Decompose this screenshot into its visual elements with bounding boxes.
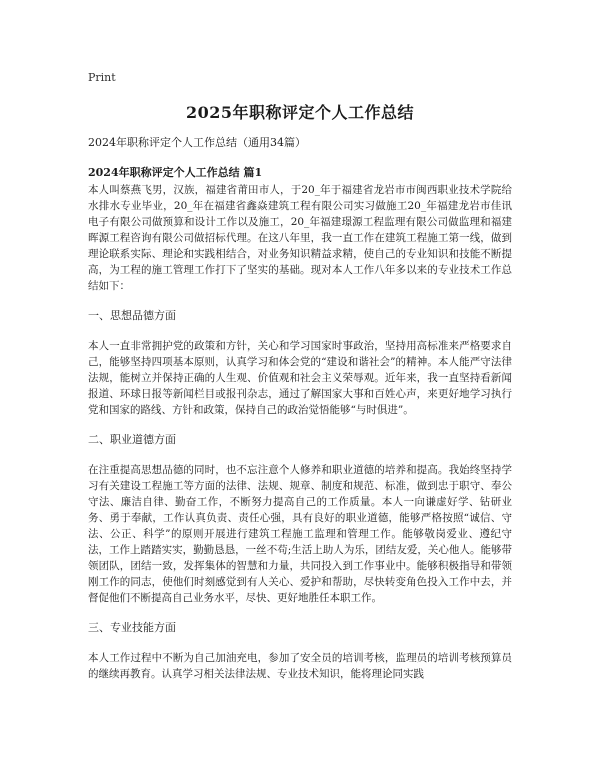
paragraph-ethics: 在注重提高思想品德的同时，也不忘注意个人修养和职业道德的培养和提高。我始终坚持学习有关建设工程施工等方面的法律、法规、规章、制度和规范、标准，做到忠于职守、奉公守法、廉洁自律、勤奋工作，不断努力提高自己的工作质量。本人一向谦虚好学、钻研业务、勇于奉献，工作认真负责、责任心强，具有良好的职业道德，能够严格按照“诚信、守法、公正、科学”的原则开展进行建筑工程施工监理和管理工作。能够敬岗爱业、遵纪守法，工作上踏踏实实，勤勤恳恳，一丝不苟;生活上助人为乐，团结友爱，关心他人。能够带领团队，团结一致，发挥集体的智慧和力量，共同投入到工作事业中。能够积极指导和带领刚工作的同志，使他们时刻感觉到有人关心、爱护和帮助，尽快转变角色投入工作中去，并督促他们不断提高自己业务水平，尽快、更好地胜任本职工作。 (88, 464, 512, 604)
page-title: 2025年职称评定个人工作总结 (185, 103, 415, 122)
paragraph-skills: 本人工作过程中不断为自己加油充电，参加了安全员的培训考核，监理员的培训考核预算员的继续再教育。认真学习相关法律法规、专业技术知识，能将理论同实践 (88, 652, 512, 680)
section-title: 2024年职称评定个人工作总结 篇1 (88, 166, 263, 179)
doc-subtitle: 2024年职称评定个人工作总结（通用34篇） (88, 136, 306, 149)
heading-ethics: 二、职业道德方面 (88, 433, 176, 446)
paragraph-intro: 本人叫蔡燕飞男，汉族，福建省莆田市人，于20_年于福建省龙岩市市闽西职业技术学院给水排水专业毕业，20_年在福建省鑫焱建筑工程有限公司实习做施工20_年福建龙岩市佳讯电子有限公司做预算和设计工作以及施工，20_年福建璟源工程监理有限公司做监理和福建晖源工程咨询有限公司做招标代理。在这八年里，我一直工作在建筑工程施工第一线，做到理论联系实际、理论和实践相结合，对业务知识精益求精，使自己的专业知识和技能不断提高，为工程的施工管理工作打下了坚实的基础。现对本人工作八年多以来的专业技术工作总结如下： (88, 184, 512, 292)
heading-skills: 三、专业技能方面 (88, 621, 176, 634)
print-link[interactable]: Print (88, 71, 116, 84)
heading-ideology: 一、思想品德方面 (88, 309, 176, 322)
article-body (88, 182, 512, 696)
paragraph-ideology: 本人一直非常拥护党的政策和方针，关心和学习国家时事政治，坚持用高标准来严格要求自己，能够坚持四项基本原则，认真学习和体会党的“建设和谐社会”的精神。本人能严守法律法规，能树立并保持正确的人生观、价值观和社会主义荣辱观。近年来，我一直坚持看新闻报道、环球日报等新闻栏目或报刊杂志，通过了解国家大事和百姓心声，来更好地学习执行党和国家的路线、方针和政策，保持自己的政治觉悟能够“与时俱进”。 (88, 340, 512, 416)
